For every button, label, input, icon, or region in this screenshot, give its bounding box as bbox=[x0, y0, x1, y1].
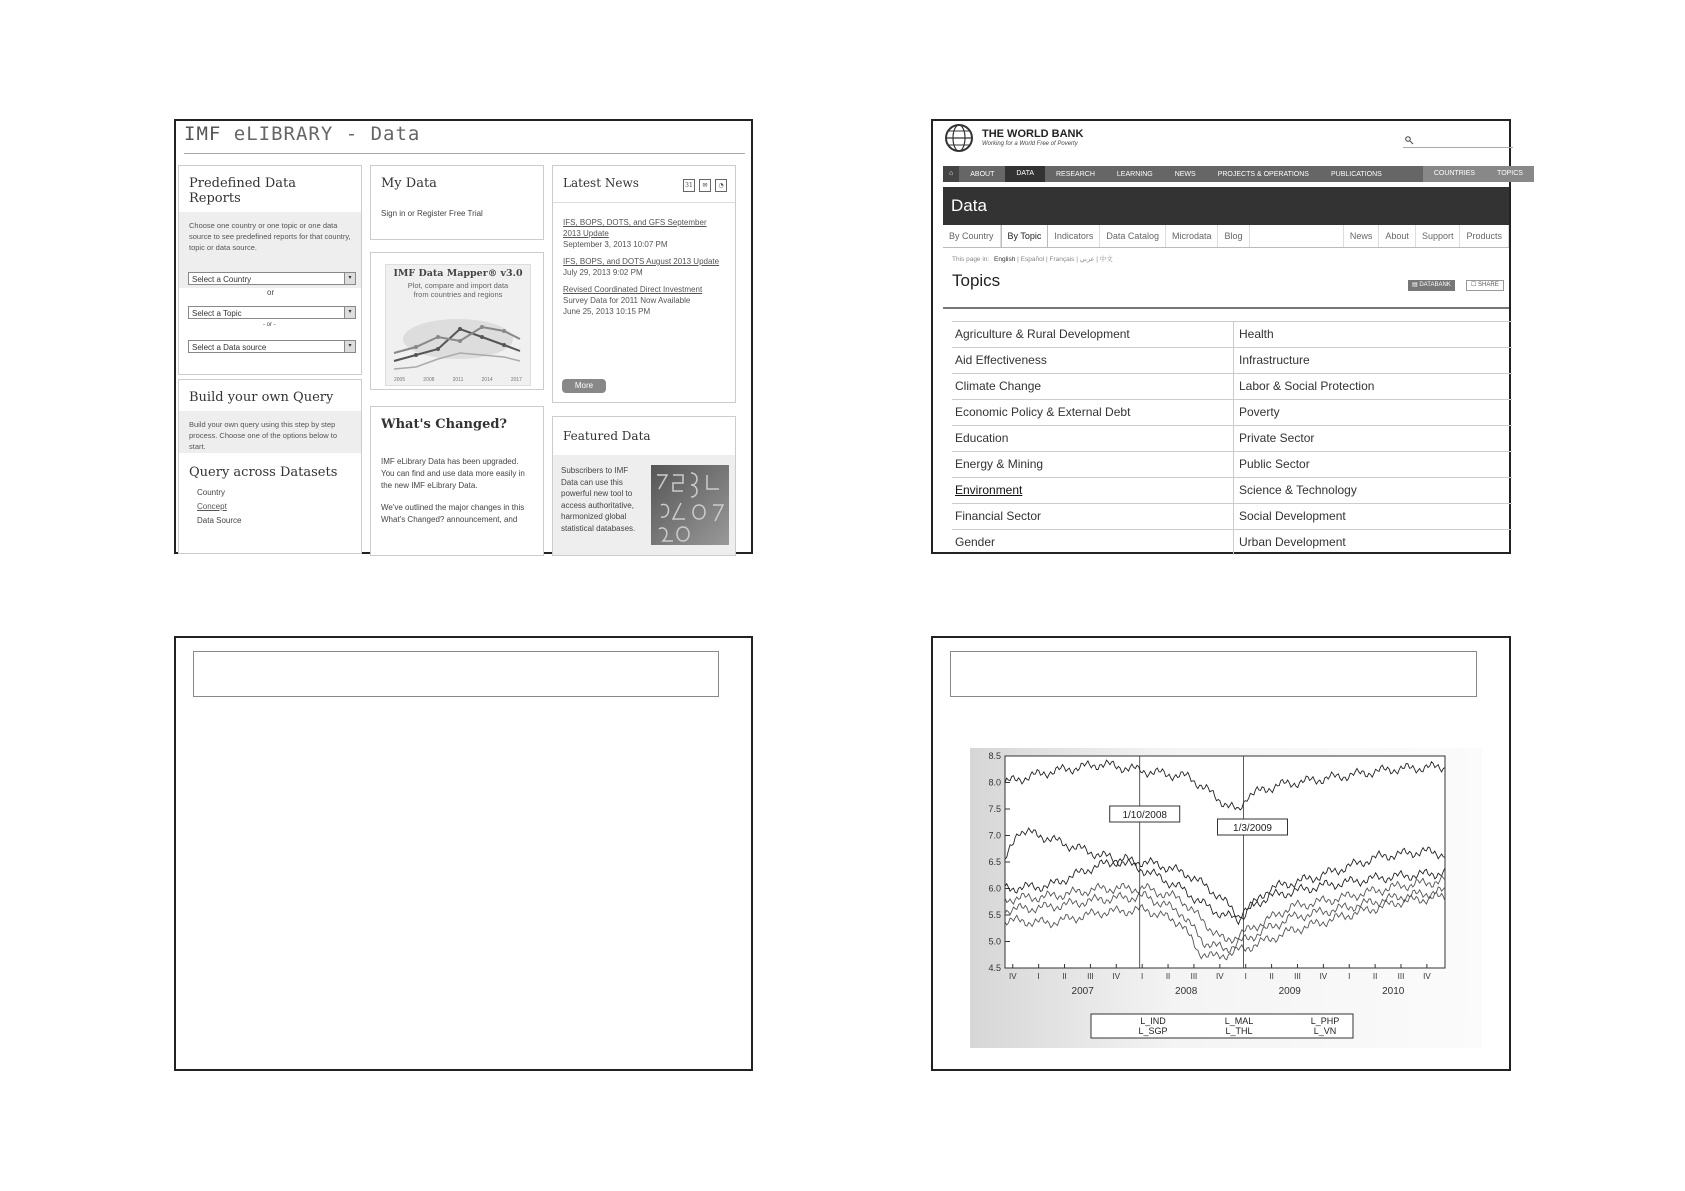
rss-icon[interactable]: ◔ bbox=[715, 179, 727, 192]
year-label: 2009 bbox=[1278, 986, 1301, 997]
table-row bbox=[952, 503, 1512, 529]
tab-support[interactable]: Support bbox=[1416, 225, 1461, 247]
y-tick-label: 6.0 bbox=[988, 883, 1001, 894]
table-row bbox=[952, 347, 1512, 373]
query-across-heading: Query across Datasets bbox=[189, 465, 338, 480]
tab-blog[interactable]: Blog bbox=[1218, 225, 1249, 247]
legend-entry: L_THL bbox=[1225, 1026, 1253, 1036]
home-icon[interactable]: ⌂ bbox=[943, 166, 959, 182]
whats-changed-heading: What's Changed? bbox=[381, 417, 508, 432]
imf-elibrary-slide bbox=[174, 119, 753, 554]
nav-about[interactable]: ABOUT bbox=[970, 170, 995, 178]
data-source-select[interactable]: Select a Data source ▾ bbox=[188, 340, 356, 353]
quarter-label: IV bbox=[1008, 972, 1017, 981]
data-section-header: Data bbox=[943, 187, 1509, 225]
quarter-label: IV bbox=[1112, 972, 1121, 981]
tab-by-country[interactable]: By Country bbox=[943, 225, 1001, 247]
divider bbox=[553, 202, 735, 203]
tab-data-catalog[interactable]: Data Catalog bbox=[1100, 225, 1166, 247]
quarter-label: III bbox=[1087, 972, 1094, 981]
topic-link[interactable]: Science & Technology bbox=[1239, 483, 1357, 497]
world-bank-logo-tagline: Working for a World Free of Poverty bbox=[982, 141, 1078, 147]
blank-slide bbox=[174, 636, 753, 1071]
nav-news[interactable]: NEWS bbox=[1174, 170, 1196, 178]
year-label: 2008 bbox=[1175, 986, 1198, 997]
whats-changed-p2: We've outlined the major changes in this What's Changed? announcement, and bbox=[381, 503, 525, 524]
quarter-label: IV bbox=[1216, 972, 1224, 981]
build-query-panel bbox=[178, 379, 362, 554]
news-title-link[interactable]: Revised Coordinated Direct Investment bbox=[563, 285, 703, 294]
query-option-concept[interactable]: Concept bbox=[197, 502, 227, 511]
news-title-link[interactable]: IFS, BOPS, and DOTS August 2013 Update bbox=[563, 257, 720, 266]
topics-table bbox=[952, 321, 1512, 555]
tab-microdata[interactable]: Microdata bbox=[1166, 225, 1219, 247]
featured-data-panel bbox=[552, 416, 736, 556]
topic-link[interactable]: Private Sector bbox=[1239, 431, 1315, 445]
data-mapper-panel[interactable] bbox=[370, 252, 544, 390]
quarter-label: II bbox=[1062, 972, 1067, 981]
table-row bbox=[952, 373, 1512, 399]
tab-indicators[interactable]: Indicators bbox=[1048, 225, 1100, 247]
quarter-label: III bbox=[1294, 972, 1301, 981]
annotation-label: 1/3/2009 bbox=[1233, 823, 1272, 834]
quarter-label: III bbox=[1190, 972, 1198, 981]
table-row bbox=[952, 477, 1512, 503]
nav-countries[interactable]: COUNTRIES bbox=[1423, 166, 1486, 182]
topic-link[interactable]: Environment bbox=[955, 483, 1023, 497]
news-date: September 3, 2013 10:07 PM bbox=[563, 240, 668, 249]
country-select[interactable]: Select a Country ▾ bbox=[188, 272, 356, 285]
or-label: - or - bbox=[263, 322, 276, 328]
legend-entry: L_PHP bbox=[1310, 1016, 1340, 1026]
top-nav-bar bbox=[943, 166, 1523, 182]
y-tick-label: 5.0 bbox=[988, 936, 1001, 947]
data-mapper-graphic bbox=[385, 264, 531, 386]
news-item bbox=[563, 217, 725, 250]
featured-data-image bbox=[651, 465, 729, 545]
topic-link[interactable]: Infrastructure bbox=[1239, 353, 1310, 367]
table-row bbox=[952, 529, 1512, 555]
y-tick-label: 6.5 bbox=[988, 857, 1001, 867]
or-label: or bbox=[267, 288, 275, 297]
predefined-heading: Predefined Data Reports bbox=[189, 176, 297, 206]
topic-link[interactable]: Gender bbox=[955, 535, 996, 549]
nav-publications[interactable]: PUBLICATIONS bbox=[1330, 170, 1382, 178]
quarter-label: I bbox=[1348, 972, 1351, 981]
news-subtitle: Survey Data for 2011 Now Available bbox=[563, 296, 691, 305]
world-bank-logo-title: THE WORLD BANK bbox=[982, 128, 1084, 140]
annotation-label: 1/10/2008 bbox=[1122, 810, 1167, 821]
build-heading: Build your own Query bbox=[189, 390, 334, 405]
quarter-label: I bbox=[1037, 972, 1040, 981]
nav-projects[interactable]: PROJECTS & OPERATIONS bbox=[1217, 170, 1309, 178]
quarter-label: I bbox=[1141, 972, 1144, 981]
latest-news-panel bbox=[552, 165, 736, 403]
news-item bbox=[563, 284, 725, 317]
quarter-label: II bbox=[1165, 972, 1171, 981]
tab-about[interactable]: About bbox=[1379, 225, 1416, 247]
sign-in-link[interactable]: Sign in or Register Free Trial bbox=[381, 209, 483, 218]
predefined-desc: Choose one country or one topic or one data source to see predefined reports for that country, topic or data source. bbox=[179, 212, 361, 288]
my-data-heading: My Data bbox=[381, 176, 437, 191]
topic-link[interactable]: Aid Effectiveness bbox=[955, 353, 1047, 367]
featured-data-body bbox=[553, 455, 735, 555]
chevron-down-icon: ▾ bbox=[344, 307, 355, 318]
legend-entry: L_IND bbox=[1140, 1016, 1166, 1026]
y-tick-label: 7.5 bbox=[988, 804, 1001, 814]
search-icon bbox=[1405, 136, 1413, 144]
lang-arabic[interactable]: عربي bbox=[1079, 256, 1095, 263]
my-data-panel bbox=[370, 165, 544, 240]
featured-data-heading: Featured Data bbox=[563, 429, 651, 443]
quarter-label: II bbox=[1372, 972, 1378, 981]
chevron-down-icon: ▾ bbox=[344, 341, 355, 352]
tab-products[interactable]: Products bbox=[1460, 225, 1509, 247]
topic-link[interactable]: Public Sector bbox=[1239, 457, 1310, 471]
table-row bbox=[952, 321, 1512, 347]
query-option-list bbox=[197, 486, 361, 528]
nav-data[interactable]: DATA bbox=[1005, 166, 1045, 182]
databank-button[interactable]: ▤ DATABANK bbox=[1408, 280, 1455, 291]
predefined-reports-panel bbox=[178, 165, 362, 375]
mail-icon[interactable]: ✉ bbox=[699, 179, 711, 192]
y-tick-label: 5.5 bbox=[988, 910, 1001, 920]
topic-link[interactable]: Social Development bbox=[1239, 509, 1346, 523]
topic-link[interactable]: Poverty bbox=[1239, 405, 1280, 419]
lang-chinese[interactable]: 中文 bbox=[1099, 256, 1113, 263]
table-row bbox=[952, 425, 1512, 451]
topic-link[interactable]: Energy & Mining bbox=[955, 457, 1044, 471]
imf-page-title: IMF eLIBRARY - Data bbox=[184, 123, 421, 145]
quarter-label: IV bbox=[1319, 972, 1328, 981]
news-date: July 29, 2013 9:02 PM bbox=[563, 268, 643, 277]
share-button[interactable]: ☐ SHARE bbox=[1466, 280, 1504, 291]
topic-link[interactable]: Education bbox=[955, 431, 1009, 445]
topic-link[interactable]: Agriculture & Rural Development bbox=[955, 327, 1130, 341]
chevron-down-icon: ▾ bbox=[344, 273, 355, 284]
divider bbox=[943, 307, 1509, 309]
world-bank-slide bbox=[931, 119, 1523, 554]
year-label: 2010 bbox=[1382, 986, 1405, 997]
legend-entry: L_MAL bbox=[1224, 1016, 1254, 1026]
globe-logo-icon bbox=[944, 123, 974, 153]
y-tick-label: 8.5 bbox=[988, 751, 1001, 761]
slide-title-placeholder bbox=[193, 651, 719, 697]
whats-changed-p1: IMF eLibrary Data has been upgraded. You can find and use data more easily in the new IMF eLibrary Data. bbox=[381, 457, 525, 490]
table-row bbox=[952, 399, 1512, 425]
numbers-image-icon bbox=[651, 465, 729, 545]
featured-data-text: Subscribers to IMF Data can use this powerful new tool to access authoritative, harmonized global statistical databases. bbox=[561, 466, 636, 533]
data-mapper-subtitle: Plot, compare and import data from countries and regions bbox=[407, 281, 509, 299]
data-mapper-title: IMF Data Mapper® v3.0 bbox=[393, 268, 523, 279]
quarter-label: I bbox=[1244, 972, 1247, 981]
language-selector: This page in: English | Español | Français | عربي | 中文 bbox=[952, 256, 1113, 263]
nav-learning[interactable]: LEARNING bbox=[1116, 170, 1153, 178]
tab-by-topic[interactable]: By Topic bbox=[1001, 225, 1049, 247]
data-mapper-chart-icon bbox=[386, 309, 530, 384]
plot-area bbox=[1005, 756, 1445, 968]
topic-link[interactable]: Urban Development bbox=[1239, 535, 1346, 549]
topic-link[interactable]: Labor & Social Protection bbox=[1239, 379, 1375, 393]
query-option-country[interactable]: Country bbox=[197, 488, 226, 497]
nav-research[interactable]: RESEARCH bbox=[1056, 170, 1095, 178]
table-row bbox=[952, 451, 1512, 477]
news-date: June 25, 2013 10:15 PM bbox=[563, 307, 651, 316]
topic-select[interactable]: Select a Topic ▾ bbox=[188, 306, 356, 319]
nav-topics[interactable]: TOPICS bbox=[1486, 166, 1534, 182]
calendar-icon[interactable]: 31 bbox=[683, 179, 695, 192]
news-item bbox=[563, 256, 725, 278]
topic-link[interactable]: Climate Change bbox=[955, 379, 1042, 393]
lang-francais[interactable]: Français bbox=[1049, 256, 1075, 263]
chart-slide bbox=[931, 636, 1511, 1071]
y-tick-label: 7.0 bbox=[988, 830, 1001, 841]
query-option-data-source[interactable]: Data Source bbox=[197, 516, 242, 525]
whats-changed-panel bbox=[370, 406, 544, 556]
lang-espanol[interactable]: Español bbox=[1020, 256, 1045, 263]
legend-entry: L_SGP bbox=[1138, 1026, 1168, 1036]
quarter-label: II bbox=[1269, 972, 1274, 981]
line-chart bbox=[933, 638, 1493, 1068]
news-title-link[interactable]: IFS, BOPS, DOTS, and GFS September 2013 Update bbox=[563, 218, 707, 238]
more-news-button[interactable]: More bbox=[562, 379, 606, 393]
legend-entry: L_VN bbox=[1313, 1026, 1337, 1036]
lang-english[interactable]: English bbox=[994, 256, 1016, 263]
data-mapper-years: 2005 2008 2011 2014 2017 bbox=[394, 377, 522, 383]
latest-news-heading: Latest News 31 ✉ ◔ bbox=[553, 166, 735, 196]
build-desc: Build your own query using this step by step process. Choose one of the options below to start. bbox=[179, 411, 361, 453]
quarter-label: III bbox=[1397, 972, 1405, 981]
tab-news[interactable]: News bbox=[1343, 225, 1380, 247]
topic-link[interactable]: Health bbox=[1239, 327, 1274, 341]
divider bbox=[184, 153, 745, 154]
y-tick-label: 4.5 bbox=[988, 963, 1001, 973]
data-tabs bbox=[943, 225, 1509, 248]
y-tick-label: 8.0 bbox=[988, 777, 1001, 788]
quarter-label: IV bbox=[1423, 972, 1431, 981]
topic-link[interactable]: Economic Policy & External Debt bbox=[955, 405, 1131, 419]
topic-link[interactable]: Financial Sector bbox=[955, 509, 1042, 523]
year-label: 2007 bbox=[1071, 986, 1094, 997]
topics-heading: Topics bbox=[952, 271, 1001, 290]
search-input[interactable] bbox=[1403, 133, 1513, 148]
